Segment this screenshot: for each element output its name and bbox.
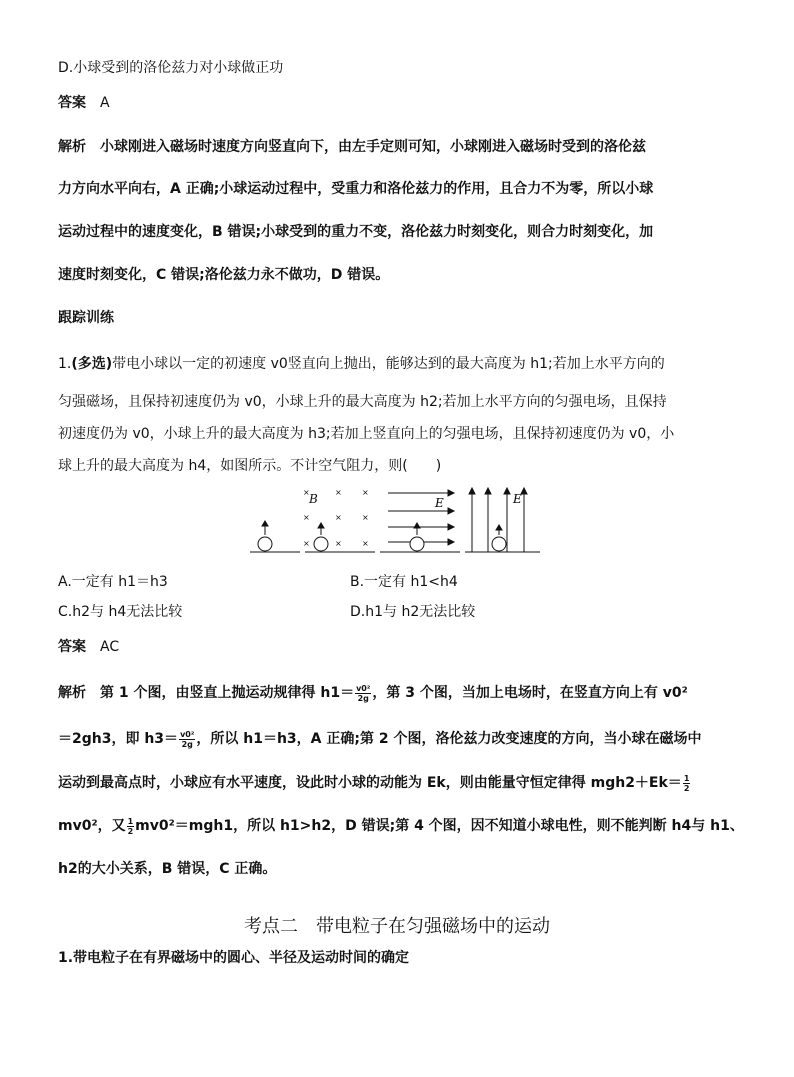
svg-text:×: × [335, 539, 342, 548]
svg-text:×: × [303, 513, 310, 522]
option-d: D.h1与 h2无法比较 [350, 604, 476, 620]
svg-text:×: × [335, 488, 342, 497]
option-b: B.一定有 h1<h4 [350, 574, 458, 590]
answer-label: 答案 [58, 95, 86, 111]
answer-value: A [100, 95, 110, 111]
analysis-1-line-3: 运动过程中的速度变化，B 错误;小球受到的重力不变，洛伦兹力时刻变化，则合力时刻变化，加 [58, 224, 654, 240]
magnetic-field-region [303, 488, 369, 548]
analysis-label: 解析 [58, 685, 86, 701]
svg-text:×: × [362, 513, 369, 522]
option-d-previous: D.小球受到的洛伦兹力对小球做正功 [58, 60, 284, 76]
option-c: C.h2与 h4无法比较 [58, 604, 183, 620]
horizontal-field-lines [388, 490, 454, 545]
question-line-4: 球上升的最大高度为 h4，如图所示。不计空气阻力，则( ) [58, 458, 442, 474]
analysis-1-line-4: 速度时刻变化，C 错误;洛伦兹力永不做功，D 错误。 [58, 267, 390, 283]
analysis-2-line-3: 运动到最高点时，小球应有水平速度，设此时小球的动能为 Ek，则由能量守恒定律得 mgh2＋Ek＝ $\frac{1}{2}$ [58, 773, 690, 793]
analysis-2-line-2: ＝2gh3，即 h3＝ $\frac{\text{v0²}}{2g}$ ，所以 h1＝h3，A 正确;第 2 个图，洛伦兹力改变速度的方向，当小球在磁场中 [58, 729, 702, 749]
option-a: A.一定有 h1＝h3 [58, 574, 168, 590]
analysis-label: 解析 [58, 139, 86, 155]
analysis-2-line-5: h2的大小关系，B 错误，C 正确。 [58, 861, 277, 877]
fraction-v0sq-2g: $\frac{\text{v0²}}{2g}$ [180, 729, 195, 749]
svg-text:×: × [303, 539, 310, 548]
svg-text:×: × [362, 539, 369, 548]
ball-vertical-field [492, 525, 506, 551]
subsection-title: 1.带电粒子在有界磁场中的圆心、半径及运动时间的确定 [58, 950, 410, 966]
question-line-2: 匀强磁场，且保持初速度仍为 v0，小球上升的最大高度为 h2;若加上水平方向的匀强电场，且保持 [58, 394, 667, 410]
section-title: 考点二 带电粒子在匀强磁场中的运动 [244, 916, 550, 937]
answer-1 [58, 93, 110, 113]
question-line-1: 1.(多选)带电小球以一定的初速度 v0竖直向上抛出，能够达到的最大高度为 h1;若加上水平方向的 [58, 356, 665, 372]
svg-text:×: × [362, 488, 369, 497]
question-tag: (多选) [71, 356, 113, 372]
fraction-half: $\frac{1}{2}$ [683, 773, 690, 793]
answer-value: AC [100, 639, 120, 655]
analysis-2-line-4: mv0²，又 $\frac{1}{2}$ mv0²＝mgh1，所以 h1>h2，D 错误;第 4 个图，因不知道小球电性，则不能判断 h4与 h1、 [58, 816, 744, 836]
analysis-2-line-1: 解析 第 1 个图，由竖直上抛运动规律得 h1＝ $\frac{\text{v0²}}{2g}$ ，第 3 个图，当加上电场时，在竖直方向上有 v0² [58, 683, 688, 703]
tracking-title: 跟踪训练 [58, 310, 114, 326]
analysis-1-line-1: 解析 小球刚进入磁场时速度方向竖直向下，由左手定则可知，小球刚进入磁场时受到的洛伦兹 [58, 139, 646, 155]
fraction-half: $\frac{1}{2}$ [127, 816, 134, 836]
ball-plain [258, 521, 272, 551]
fraction-v0sq-2g: $\frac{\text{v0²}}{2g}$ [356, 683, 371, 703]
e-label-vertical: E [513, 492, 522, 506]
analysis-1-line-2: 力方向水平向右，A 正确;小球运动过程中，受重力和洛伦兹力的作用，且合力不为零，所以小球 [58, 181, 654, 197]
answer-label: 答案 [58, 639, 86, 655]
experiment-figure [250, 485, 550, 560]
svg-text:×: × [335, 513, 342, 522]
ball-magnetic [314, 523, 328, 551]
e-label-horizontal: E [435, 496, 444, 510]
question-line-3: 初速度仍为 v0，小球上升的最大高度为 h3;若加上竖直向上的匀强电场，且保持初速度仍为 v0，小 [58, 426, 675, 442]
b-label: B [309, 492, 318, 506]
svg-text:×: × [303, 488, 310, 497]
answer-2 [58, 637, 119, 657]
